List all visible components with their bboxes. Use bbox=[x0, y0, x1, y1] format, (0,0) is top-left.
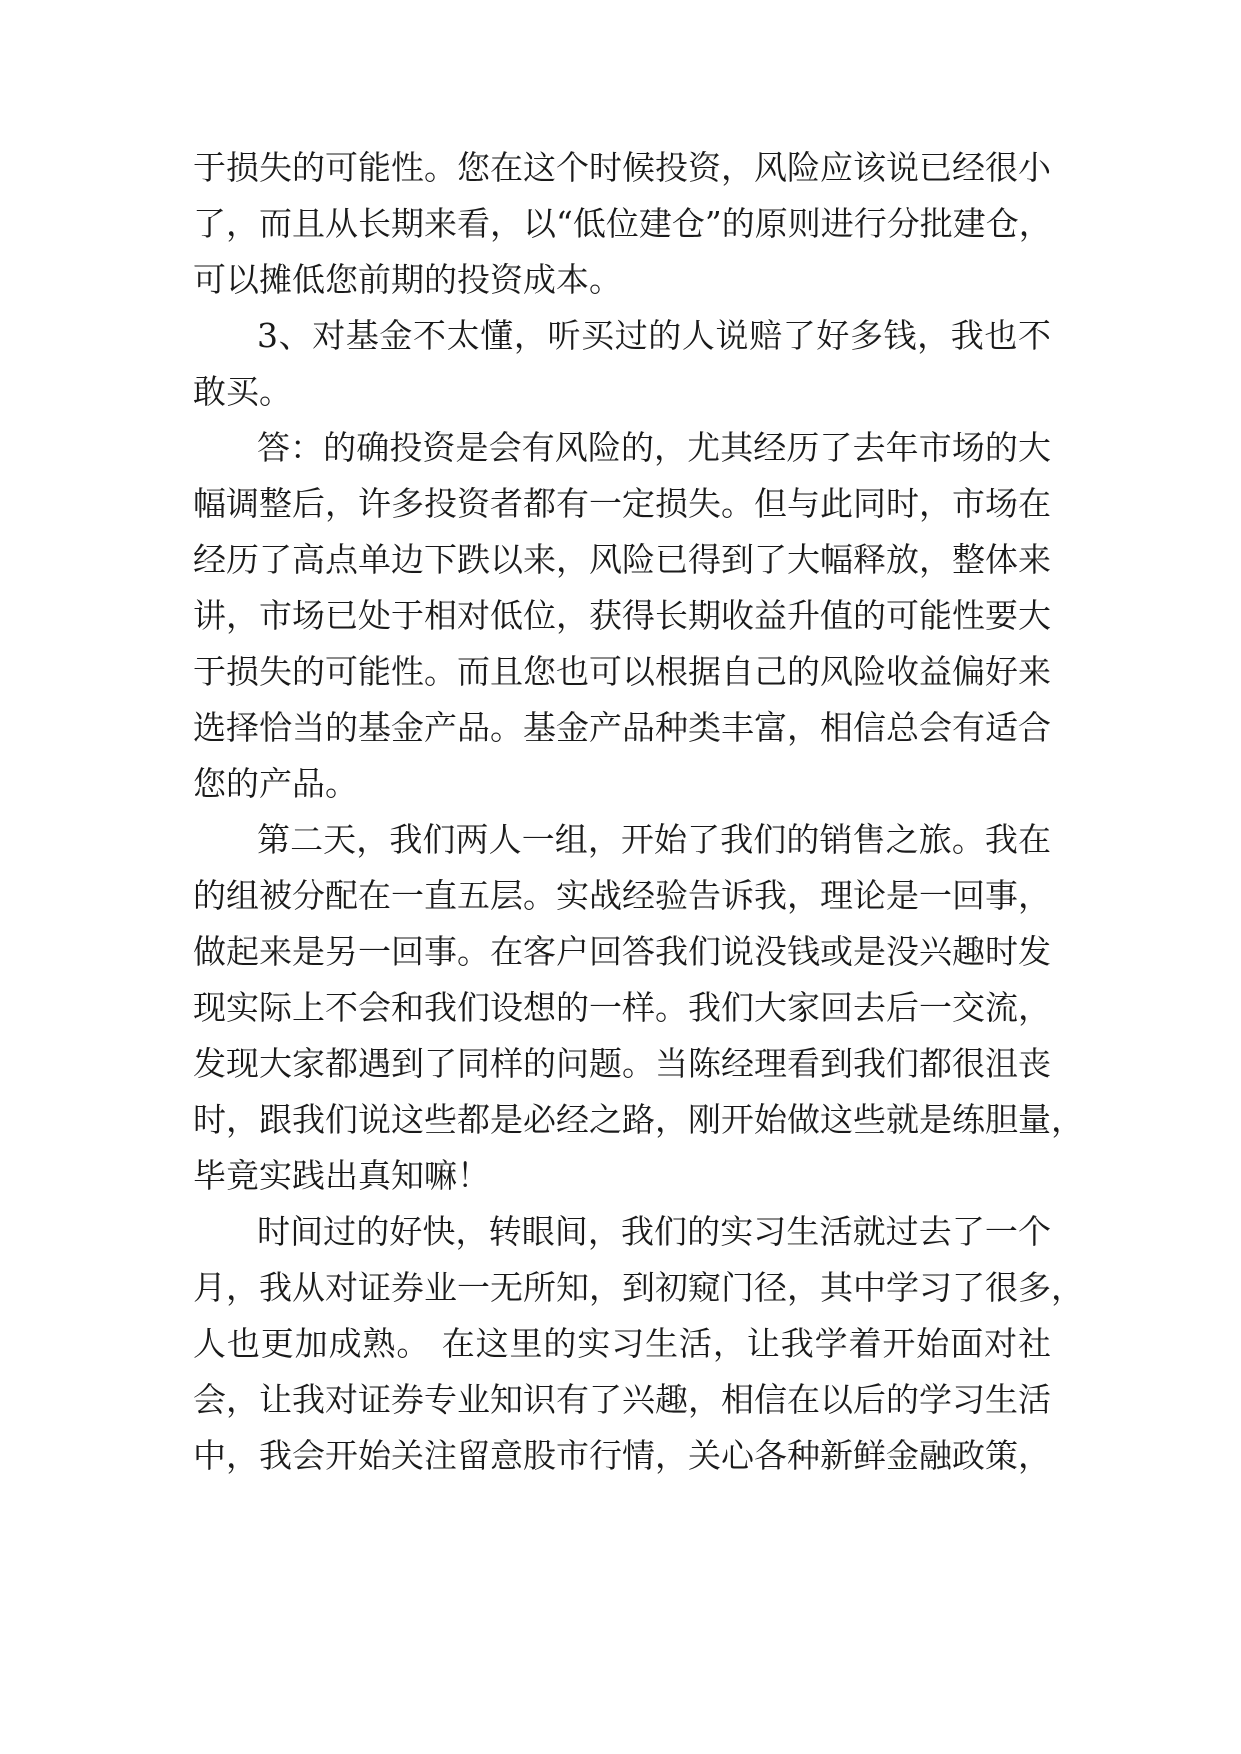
text-line: 的组被分配在一直五层。实战经验告诉我，理论是一回事， bbox=[193, 876, 1051, 915]
text-line: 幅调整后，许多投资者都有一定损失。但与此同时，市场在 bbox=[193, 484, 1051, 523]
text-line: 现实际上不会和我们设想的一样。我们大家回去后一交流， bbox=[193, 988, 1051, 1027]
text-line: 人也更加成熟。 在这里的实习生活，让我学着开始面对社 bbox=[193, 1324, 1051, 1363]
text-line: 讲，市场已处于相对低位，获得长期收益升值的可能性要大 bbox=[193, 596, 1051, 635]
text-line: 时，跟我们说这些都是必经之路，刚开始做这些就是练胆量， bbox=[193, 1100, 1084, 1139]
text-line: 发现大家都遇到了同样的问题。当陈经理看到我们都很沮丧 bbox=[193, 1044, 1051, 1083]
text-line: 您的产品。 bbox=[193, 764, 358, 803]
text-line: 选择恰当的基金产品。基金产品种类丰富，相信总会有适合 bbox=[193, 708, 1051, 747]
text-line: 了，而且从长期来看，以“低位建仓”的原则进行分批建仓， bbox=[193, 204, 1052, 243]
paragraph-first-line: 3、对基金不太懂，听买过的人说赔了好多钱，我也不 bbox=[257, 316, 1051, 355]
text-line: 会，让我对证券专业知识有了兴趣，相信在以后的学习生活 bbox=[193, 1380, 1051, 1419]
text-line: 于损失的可能性。您在这个时候投资，风险应该说已经很小 bbox=[193, 148, 1051, 187]
paragraph-first-line: 第二天，我们两人一组，开始了我们的销售之旅。我在 bbox=[257, 820, 1051, 859]
text-line: 做起来是另一回事。在客户回答我们说没钱或是没兴趣时发 bbox=[193, 932, 1051, 971]
text-line: 月，我从对证券业一无所知，到初窥门径，其中学习了很多， bbox=[193, 1268, 1084, 1307]
paragraph-first-line: 时间过的好快，转眼间，我们的实习生活就过去了一个 bbox=[257, 1212, 1051, 1251]
text-line: 于损失的可能性。而且您也可以根据自己的风险收益偏好来 bbox=[193, 652, 1051, 691]
text-line: 经历了高点单边下跌以来，风险已得到了大幅释放，整体来 bbox=[193, 540, 1051, 579]
paragraph-first-line: 答：的确投资是会有风险的，尤其经历了去年市场的大 bbox=[257, 428, 1051, 467]
text-line: 可以摊低您前期的投资成本。 bbox=[193, 260, 622, 299]
text-line: 中，我会开始关注留意股市行情，关心各种新鲜金融政策， bbox=[193, 1436, 1051, 1475]
text-line: 敢买。 bbox=[193, 372, 292, 411]
text-line: 毕竟实践出真知嘛！ bbox=[193, 1156, 490, 1195]
